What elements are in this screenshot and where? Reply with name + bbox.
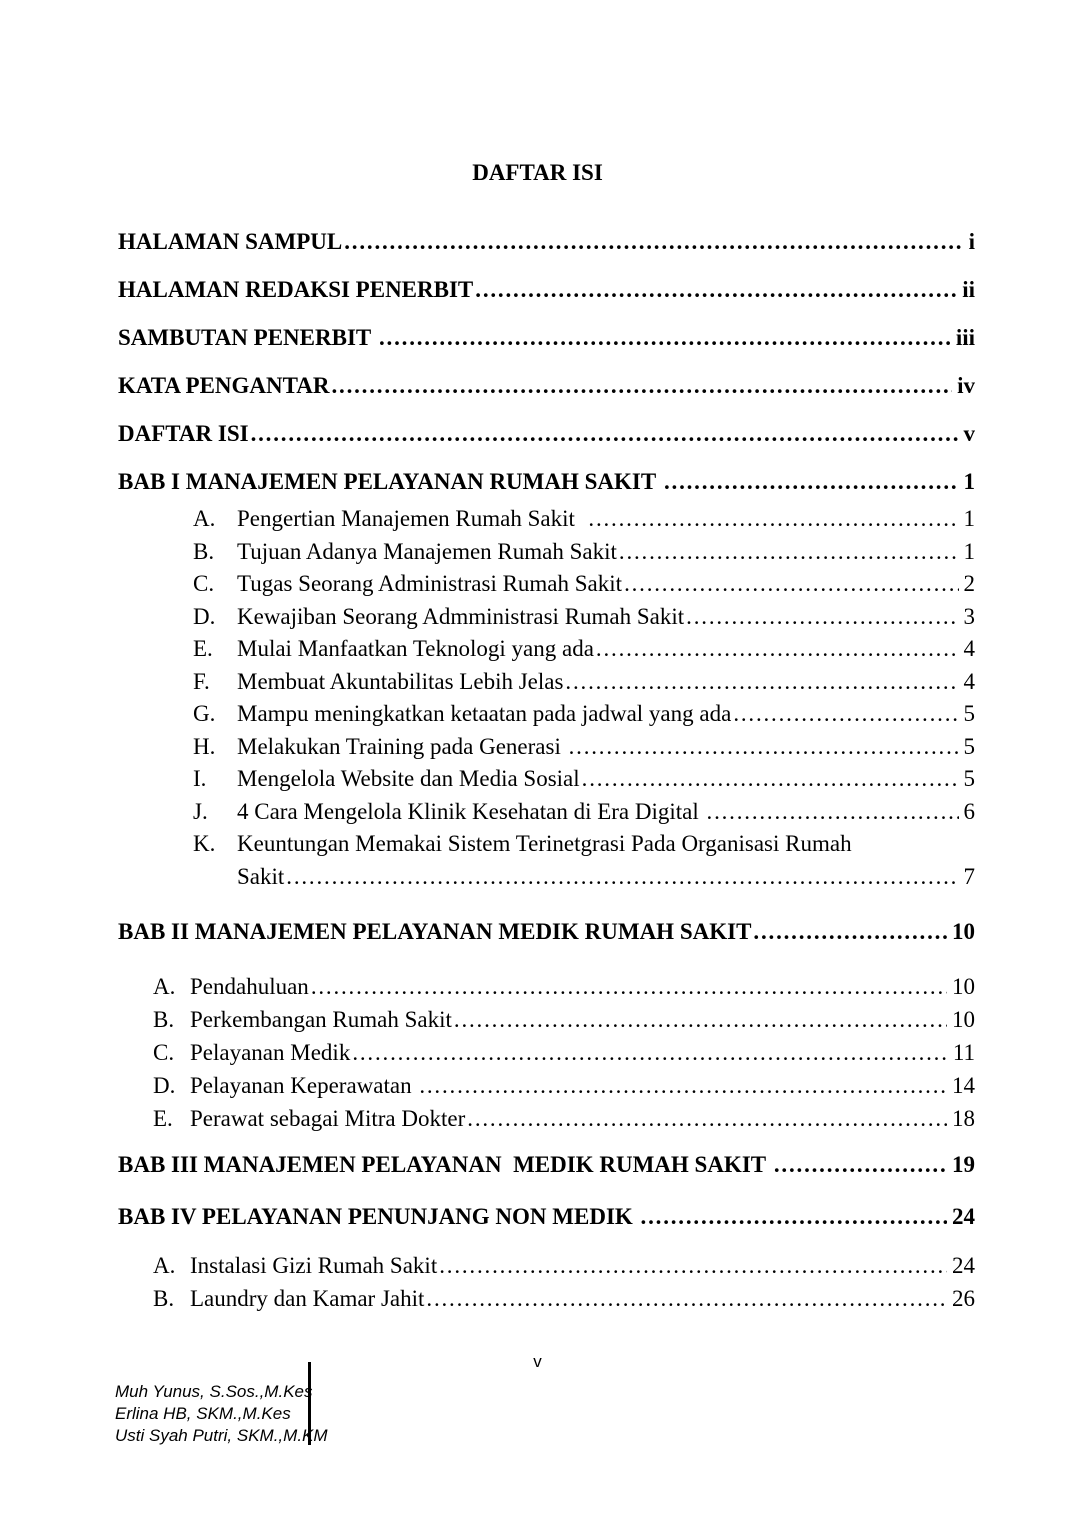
toc-entry-label: Mengelola Website dan Media Sosial xyxy=(237,766,580,791)
toc-entry xyxy=(153,1282,975,1315)
toc-entry xyxy=(153,1003,975,1036)
toc-chapter-bab1 xyxy=(118,467,975,497)
toc-entry-label: SAMBUTAN PENERBIT xyxy=(118,325,377,350)
toc-entry xyxy=(153,1249,975,1282)
page-number: v xyxy=(963,421,975,446)
toc-entry xyxy=(193,731,975,764)
dot-leader xyxy=(344,227,963,257)
page-number: 5 xyxy=(963,733,975,759)
toc-entry-label: Keuntungan Memakai Sistem Terinetgrasi Pada Organisasi Rumah xyxy=(237,831,852,856)
page-number: 10 xyxy=(952,919,975,944)
toc-entry xyxy=(193,763,975,796)
page-number: 3 xyxy=(963,603,975,629)
author-line: Muh Yunus, S.Sos.,M.Kes xyxy=(115,1382,313,1401)
footer-page-number: v xyxy=(533,1352,542,1371)
toc-entry xyxy=(118,323,975,353)
page-number: ii xyxy=(962,277,975,302)
toc-entry-label: Mampu meningkatkan ketaatan pada jadwal yang ada xyxy=(237,701,732,726)
page-number: 26 xyxy=(952,1286,975,1311)
dot-leader xyxy=(467,1102,947,1135)
toc-entry xyxy=(193,568,975,601)
front-matter-section xyxy=(118,227,975,449)
toc-entry-label: Membuat Akuntabilitas Lebih Jelas xyxy=(237,668,564,694)
page-number: 1 xyxy=(963,538,975,564)
bab1-item-list xyxy=(118,503,975,893)
toc-entry xyxy=(193,666,975,699)
toc-entry xyxy=(153,1069,975,1102)
page-number: 24 xyxy=(952,1204,975,1229)
item-letter: B. xyxy=(153,1286,175,1311)
toc-entry-label: KATA PENGANTAR xyxy=(118,373,330,398)
dot-leader xyxy=(475,275,957,305)
item-letter: B. xyxy=(153,1007,175,1032)
toc-entry-label: HALAMAN SAMPUL xyxy=(118,229,343,254)
toc-entry-label: Instalasi Gizi Rumah Sakit xyxy=(190,1253,438,1278)
toc-entry xyxy=(193,796,975,829)
dot-leader xyxy=(588,503,958,536)
toc-entry-label: Pendahuluan xyxy=(190,974,309,999)
toc-entry xyxy=(153,1102,975,1135)
item-letter: E. xyxy=(193,636,213,661)
toc-entry xyxy=(153,1036,975,1069)
dot-leader xyxy=(439,1249,947,1282)
page-number: 2 xyxy=(963,571,975,596)
toc-entry xyxy=(193,633,975,666)
bab4-item-list xyxy=(118,1249,975,1315)
dot-leader xyxy=(569,731,959,764)
dot-leader xyxy=(733,698,958,731)
dot-leader xyxy=(582,763,959,796)
dot-leader xyxy=(774,1150,947,1180)
dot-leader xyxy=(753,917,947,947)
dot-leader xyxy=(311,970,947,1003)
dot-leader xyxy=(565,666,958,699)
bab2-item-list xyxy=(118,970,975,1135)
toc-entry-label: Melakukan Training pada Generasi xyxy=(237,733,567,759)
item-letter: F. xyxy=(193,668,210,694)
item-letter: A. xyxy=(153,1253,176,1278)
toc-entry-label: Mulai Manfaatkan Teknologi yang ada xyxy=(237,636,594,661)
page-number: 24 xyxy=(952,1253,975,1278)
toc-entry-label: Kewajiban Seorang Admministrasi Rumah Sakit xyxy=(237,603,685,629)
toc-entry-label: Pengertian Manajemen Rumah Sakit xyxy=(237,506,587,531)
item-letter: A. xyxy=(153,974,176,999)
dot-leader xyxy=(686,601,958,634)
toc-entry xyxy=(118,419,975,449)
toc-entry-wrap-line xyxy=(193,861,975,894)
page-number: iii xyxy=(955,325,975,350)
toc-entry-label: Laundry dan Kamar Jahit xyxy=(190,1286,425,1311)
dot-leader xyxy=(596,633,959,666)
toc-entry-label: BAB I MANAJEMEN PELAYANAN RUMAH SAKIT xyxy=(118,469,662,494)
page-number: 1 xyxy=(963,469,975,494)
toc-entry-label: DAFTAR ISI xyxy=(118,421,249,446)
page-number: 4 xyxy=(963,636,975,661)
dot-leader xyxy=(454,1003,947,1036)
page-title: DAFTAR ISI xyxy=(472,160,603,185)
dot-leader xyxy=(419,1069,947,1102)
toc-entry xyxy=(153,970,975,1003)
authors-note xyxy=(115,1381,328,1447)
dot-leader xyxy=(707,796,959,829)
toc-chapter-bab4 xyxy=(118,1202,975,1232)
toc-entry-label: Perawat sebagai Mitra Dokter xyxy=(190,1106,466,1131)
toc-entry-label: Tugas Seorang Administrasi Rumah Sakit xyxy=(237,571,623,596)
toc-entry-label: Sakit xyxy=(237,863,285,889)
table-of-contents xyxy=(118,227,975,1315)
dot-leader xyxy=(286,861,958,894)
page-number: 18 xyxy=(952,1106,975,1131)
toc-chapter-bab3 xyxy=(118,1150,975,1180)
item-letter: K. xyxy=(193,831,216,856)
page-number: i xyxy=(968,229,975,254)
page-number: iv xyxy=(957,373,975,398)
dot-leader xyxy=(379,323,951,353)
dot-leader xyxy=(619,536,959,569)
page-number: 5 xyxy=(963,766,975,791)
toc-entry xyxy=(118,227,975,257)
item-letter: B. xyxy=(193,538,215,564)
item-letter: D. xyxy=(193,603,216,629)
page-number: 19 xyxy=(952,1152,975,1177)
toc-entry xyxy=(193,503,975,536)
toc-entry-label: 4 Cara Mengelola Klinik Kesehatan di Era Digital xyxy=(237,798,705,824)
toc-entry xyxy=(193,828,975,861)
page-number: 5 xyxy=(963,701,975,726)
dot-leader xyxy=(352,1036,948,1069)
author-line: Erlina HB, SKM.,M.Kes xyxy=(115,1404,291,1423)
toc-entry-label: Tujuan Adanya Manajemen Rumah Sakit xyxy=(237,538,617,564)
dot-leader xyxy=(251,419,959,449)
toc-entry-label: Perkembangan Rumah Sakit xyxy=(190,1007,452,1032)
toc-entry xyxy=(193,698,975,731)
dot-leader xyxy=(641,1202,947,1232)
dot-leader xyxy=(664,467,959,497)
page-number: 10 xyxy=(952,1007,975,1032)
toc-chapter-bab2 xyxy=(118,917,975,947)
dot-leader xyxy=(426,1282,947,1315)
page-number: 10 xyxy=(952,974,975,999)
item-letter: C. xyxy=(153,1040,175,1065)
item-letter: D. xyxy=(153,1073,176,1098)
item-letter: I. xyxy=(193,766,207,791)
dot-leader xyxy=(331,371,952,401)
page-number: 7 xyxy=(963,863,975,889)
item-letter: J. xyxy=(193,798,208,824)
toc-entry-label: Pelayanan Keperawatan xyxy=(190,1073,418,1098)
toc-entry-label: BAB III MANAJEMEN PELAYANAN MEDIK RUMAH SAKIT xyxy=(118,1152,772,1177)
author-line: Usti Syah Putri, SKM.,M.KM xyxy=(115,1426,328,1445)
page-number: 1 xyxy=(963,506,975,531)
toc-entry-label: BAB IV PELAYANAN PENUNJANG NON MEDIK xyxy=(118,1204,639,1229)
toc-entry-label: HALAMAN REDAKSI PENERBIT xyxy=(118,277,474,302)
page-number: 14 xyxy=(952,1073,975,1098)
item-letter: E. xyxy=(153,1106,173,1131)
dot-leader xyxy=(624,568,958,601)
item-letter: A. xyxy=(193,506,216,531)
item-letter: H. xyxy=(193,733,216,759)
toc-entry xyxy=(193,601,975,634)
page-number: 6 xyxy=(963,798,975,824)
page-number: 11 xyxy=(952,1040,975,1065)
toc-entry-label: Pelayanan Medik xyxy=(190,1040,351,1065)
item-letter: C. xyxy=(193,571,215,596)
item-letter: G. xyxy=(193,701,216,726)
toc-entry xyxy=(118,275,975,305)
toc-entry-label: BAB II MANAJEMEN PELAYANAN MEDIK RUMAH SAKIT xyxy=(118,919,752,944)
toc-entry xyxy=(118,371,975,401)
toc-entry xyxy=(193,536,975,569)
page-number: 4 xyxy=(963,668,975,694)
